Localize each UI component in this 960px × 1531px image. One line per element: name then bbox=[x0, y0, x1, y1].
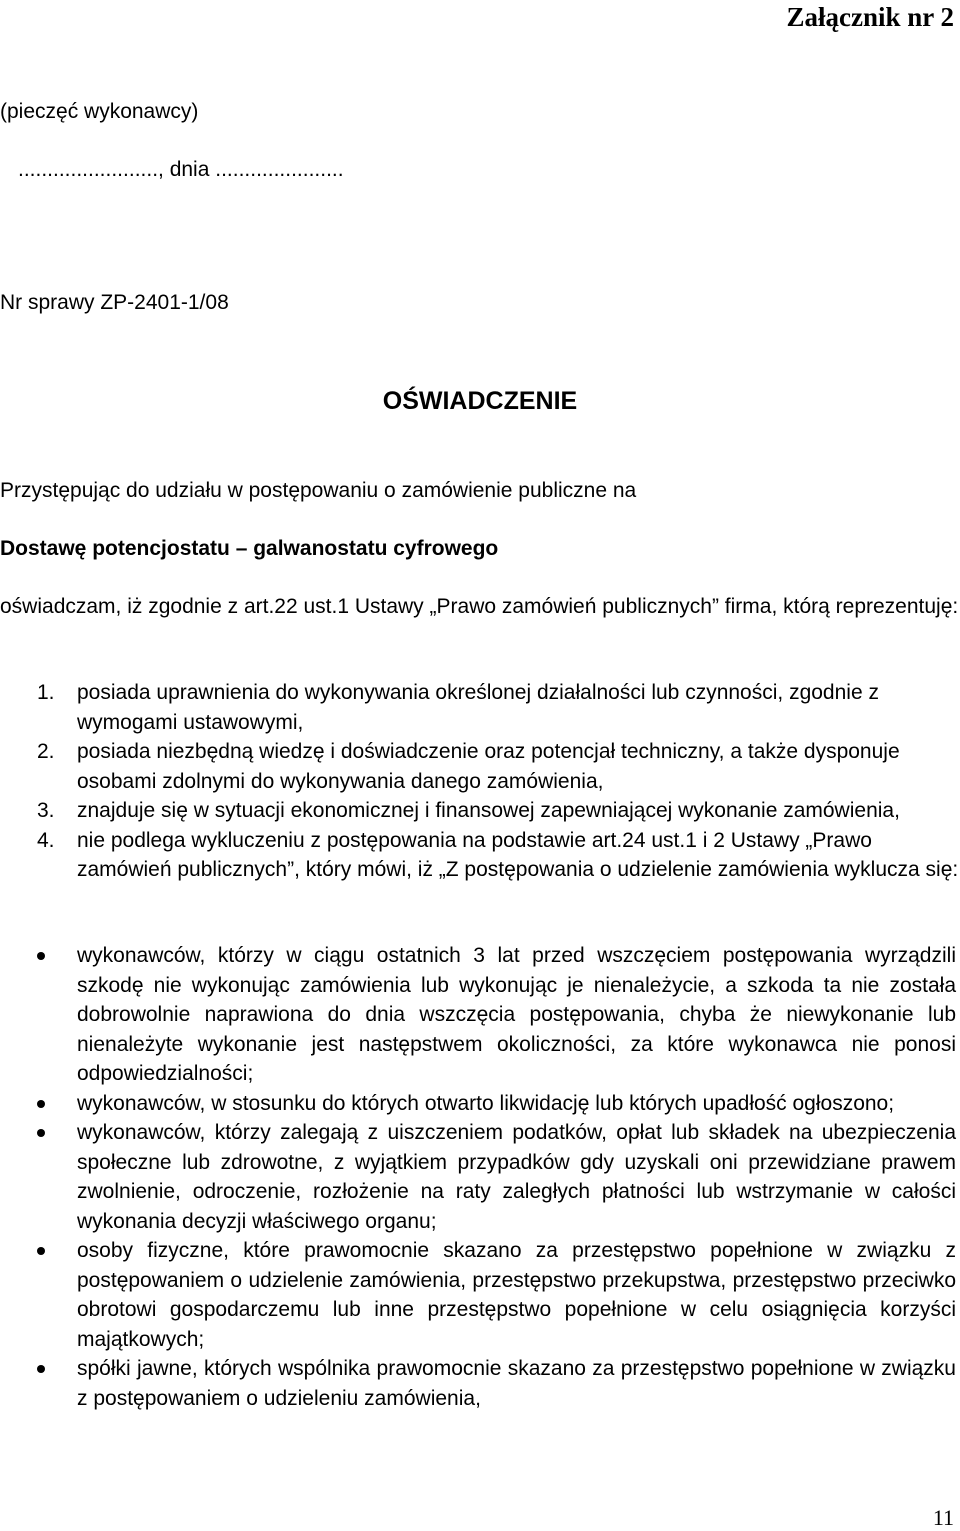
document-title: OŚWIADCZENIE bbox=[382, 387, 578, 415]
annex-label: Załącznik nr 2 bbox=[786, 2, 954, 32]
list-number: 4. bbox=[37, 828, 55, 852]
bullet-icon bbox=[37, 952, 45, 960]
contractor-stamp-label: (pieczęć wykonawcy) bbox=[0, 100, 199, 123]
exclusion-text: osoby fizyczne, które prawomocnie skazano za przestępstwo popełnione w związku z postępowaniem o udzielenie zamówienia, przestępstwo przekupstwa, przestępstwo przeciwko obrotowi gospodarczemu lub inne przestępstwo popełnione w celu osiągnięcia korzyści majątkowych; bbox=[77, 1239, 956, 1351]
numbered-list bbox=[0, 678, 960, 885]
list-item bbox=[0, 737, 960, 796]
list-item bbox=[0, 796, 960, 826]
declaration-text: oświadczam, iż zgodnie z art.22 ust.1 Ustawy „Prawo zamówień publicznych” firma, którą reprezentuję: bbox=[0, 595, 959, 618]
bullet-icon bbox=[37, 1100, 45, 1108]
list-item-text: znajduje się w sytuacji ekonomicznej i finansowej zapewniającej wykonanie zamówienia, bbox=[77, 799, 900, 822]
list-item-text: posiada niezbędną wiedzę i doświadczenie oraz potencjał techniczny, a także dysponuje osobami zdolnymi do wykonywania danego zamówienia, bbox=[77, 740, 900, 793]
page-number: 11 bbox=[932, 1505, 954, 1530]
bullet-icon bbox=[37, 1247, 45, 1255]
list-item bbox=[0, 678, 960, 737]
list-item bbox=[0, 826, 960, 885]
exclusion-text: spółki jawne, których wspólnika prawomocnie skazano za przestępstwo popełnione w związku z postępowaniem o udzieleniu zamówienia, bbox=[77, 1357, 956, 1410]
exclusion-text: wykonawców, którzy zalegają z uiszczeniem podatków, opłat lub składek na ubezpieczenia społeczne lub zdrowotne, z wyjątkiem przypadków gdy uzyskali oni przewidziane prawem zwolnienie, odroczenie, rozłożenie na raty zaległych płatności lub wstrzymanie w całości wykonania decyzji właściwego organu; bbox=[77, 1121, 956, 1233]
exclusion-text: wykonawców, którzy w ciągu ostatnich 3 lat przed wszczęciem postępowania wyrządzili szkodę nie wykonując zamówienia lub wykonując je nienależycie, a szkoda ta nie została dobrowolnie naprawiona do dnia wszczęcia postępowania, chyba że niewykonanie lub nienależyte wykonanie jest następstwem okoliczności, za które wykonawca nie ponosi odpowiedzialności; bbox=[77, 944, 956, 1085]
list-number: 3. bbox=[37, 799, 55, 822]
list-item-text: posiada uprawnienia do wykonywania określonej działalności lub czynności, zgodnie z wymogami ustawowymi, bbox=[77, 681, 879, 734]
procurement-subject: Dostawę potencjostatu – galwanostatu cyfrowego bbox=[0, 537, 499, 560]
list-number: 2. bbox=[37, 740, 55, 763]
bullet-icon bbox=[37, 1365, 45, 1373]
bullet-icon bbox=[37, 1129, 45, 1137]
exclusion-list bbox=[0, 941, 956, 1413]
exclusion-item bbox=[0, 1236, 956, 1354]
exclusion-item bbox=[0, 1354, 956, 1413]
exclusion-item bbox=[0, 941, 956, 1089]
intro-text: Przystępując do udziału w postępowaniu o zamówienie publiczne na bbox=[0, 479, 637, 502]
date-line: ........................, dnia ...................... bbox=[18, 158, 344, 181]
list-item-text: nie podlega wykluczeniu z postępowania na podstawie art.24 ust.1 i 2 Ustawy „Prawo zamówień publicznych”, który mówi, iż „Z postępowania o udzielenie zamówienia wyklucza się: bbox=[77, 828, 959, 881]
exclusion-text: wykonawców, w stosunku do których otwarto likwidację lub których upadłość ogłoszono; bbox=[77, 1091, 895, 1115]
list-number: 1. bbox=[37, 681, 55, 704]
case-number: Nr sprawy ZP-2401-1/08 bbox=[0, 291, 229, 314]
exclusion-item bbox=[0, 1089, 956, 1119]
exclusion-item bbox=[0, 1118, 956, 1236]
